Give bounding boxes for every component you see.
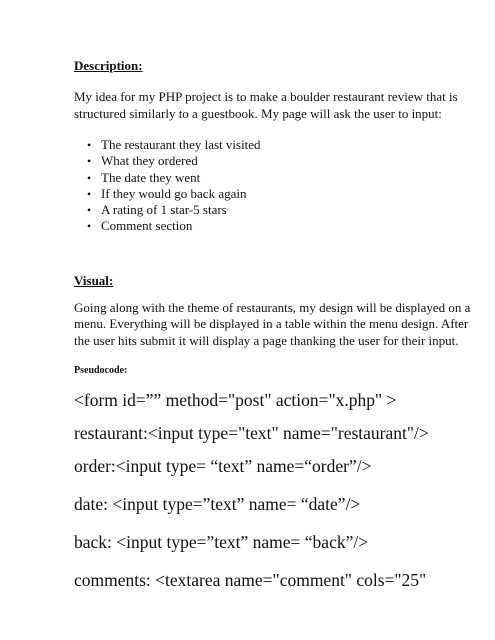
input-list [74,137,474,235]
visual-body: Going along with the theme of restaurants, my design will be displayed on a menu. Everything will be displayed in a table within the menu design. After the user hits submit it will display a page thanking the user for their input. [74,299,471,348]
code-line-form: <form id=”” method="post" action="x.php" > [74,390,397,411]
document-page [74,58,474,590]
list-item: • What they ordered [87,153,198,169]
description-heading: Description: [74,58,143,73]
visual-heading: Visual: [74,272,114,288]
code-line-back: back: <input type=”text” name= “back”/> [74,532,369,553]
code-line-order: order:<input type= “text” name=“order”/> [74,456,372,477]
bullet-icon: • [87,138,92,152]
list-item: • A rating of 1 star-5 stars [87,202,227,218]
list-item: • If they would go back again [87,185,247,201]
list-item: • Comment section [87,218,193,234]
code-line-restaurant: restaurant:<input type="text" name="restaurant"/> [74,423,429,444]
list-item: • The restaurant they last visited [87,137,261,152]
pseudocode-heading: Pseudocode: [74,365,128,377]
bullet-icon: • [87,186,92,201]
bullet-icon: • [87,203,92,218]
list-item: • The date they went [87,169,201,185]
bullet-icon: • [87,170,92,185]
code-line-comments: comments: <textarea name="comment" cols="25" [74,570,427,591]
bullet-icon: • [87,154,92,169]
code-line-date: date: <input type=”text” name= “date”/> [74,494,361,515]
description-intro: My idea for my PHP project is to make a boulder restaurant review that is structured similarly to a guestbook. My page will ask the user to input: [74,89,458,121]
bullet-icon: • [87,219,92,234]
